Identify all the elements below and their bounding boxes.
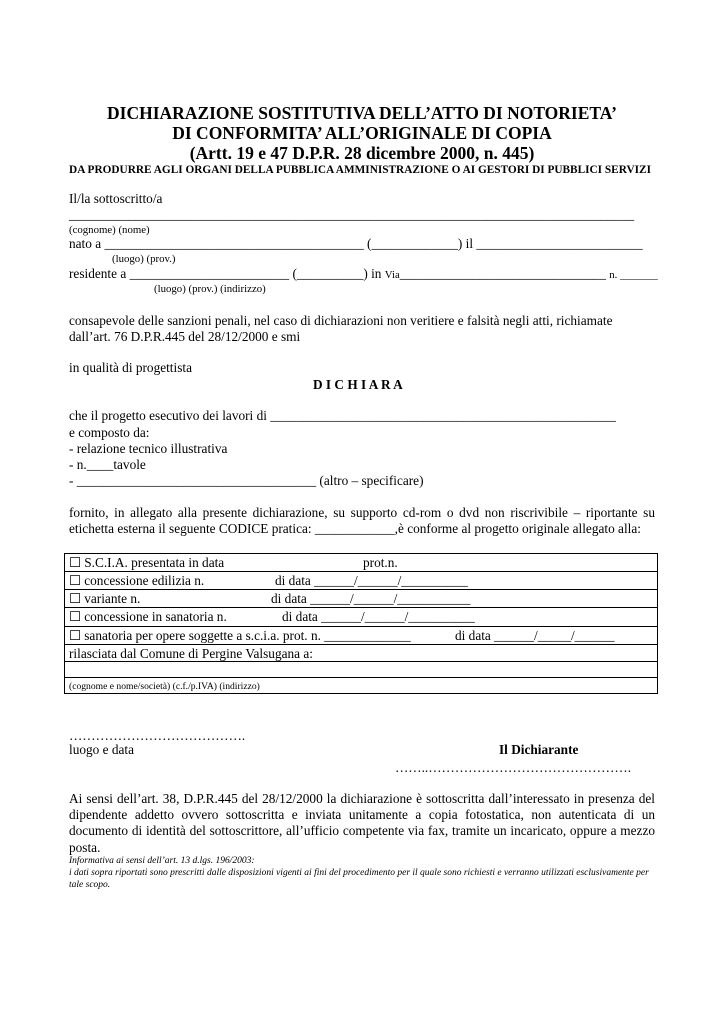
sanatoria-scia-label: ☐ sanatoria per opere soggette a s.c.i.a. prot. n. _____________ bbox=[69, 628, 411, 643]
table-divider bbox=[64, 607, 658, 608]
variante-checkbox-row[interactable] bbox=[69, 591, 140, 607]
title-line-1: DICHIARAZIONE SOSTITUTIVA DELL’ATTO DI NOTORIETA’ bbox=[107, 103, 617, 123]
concessione-label: ☐ concessione edilizia n. bbox=[69, 573, 205, 588]
table-divider bbox=[64, 571, 658, 572]
concessione-checkbox-row[interactable] bbox=[69, 573, 204, 589]
sanatoria-date-field[interactable]: di data ______/______/__________ bbox=[282, 609, 475, 624]
sottoscritto-label: Il/la sottoscritto/a bbox=[69, 191, 163, 206]
table-hint: (cognome e nome/società) (c.f./p.IVA) (indirizzo) bbox=[69, 681, 260, 692]
variante-date-field[interactable]: di data ______/______/___________ bbox=[271, 591, 471, 606]
residente-blank-1[interactable]: ________________________ (__________) in bbox=[129, 266, 382, 281]
scia-label: ☐ S.C.I.A. presentata in data bbox=[69, 555, 225, 570]
informativa-title: Informativa ai sensi dell’art. 13 d.lgs. 196/2003: bbox=[69, 856, 255, 866]
sanatoria-scia-date-field[interactable]: di data ______/_____/______ bbox=[455, 628, 615, 643]
relazione-item: - relazione tecnico illustrativa bbox=[69, 441, 228, 456]
fornito-paragraph: fornito, in allegato alla presente dichiarazione, su supporto cd-rom o dvd non riscrivibile – riportante su etichetta esterna il seguente CODICE pratica: ____________,è conforme al progetto originale allegato alla: bbox=[69, 505, 655, 537]
dichiarante-label: Il Dichiarante bbox=[499, 742, 579, 757]
table-divider bbox=[64, 553, 658, 554]
luogo-data-field[interactable]: …………………………………. bbox=[69, 728, 246, 743]
title-line-2: DI CONFORMITA’ ALL’ORIGINALE DI COPIA bbox=[172, 123, 552, 143]
residente-row[interactable] bbox=[69, 266, 658, 282]
scia-checkbox-row[interactable] bbox=[69, 555, 224, 571]
altro-field[interactable]: - ____________________________________ (altro – specificare) bbox=[69, 473, 424, 488]
informativa-text: i dati sopra riportati sono prescritti dalle disposizioni vigenti ai fini del procedimento per il quale sono richiesti e verranno utilizzati esclusivamente per tale scopo. bbox=[69, 868, 649, 890]
tavole-field[interactable]: - n.____tavole bbox=[69, 457, 146, 472]
rilasciata-label: rilasciata dal Comune di Pergine Valsugana a: bbox=[69, 646, 313, 661]
sanatoria-scia-checkbox-row[interactable] bbox=[69, 628, 411, 644]
sanatoria-checkbox-row[interactable] bbox=[69, 609, 227, 625]
progetto-field[interactable]: che il progetto esecutivo dei lavori di ____________________________________________________ bbox=[69, 408, 616, 423]
table-divider bbox=[64, 644, 658, 645]
residente-hint: (luogo) (prov.) (indirizzo) bbox=[154, 283, 266, 295]
nato-hint: (luogo) (prov.) bbox=[112, 253, 176, 265]
luogo-data-label: luogo e data bbox=[69, 742, 134, 757]
variante-label: ☐ variante n. bbox=[69, 591, 141, 606]
numero-field[interactable]: n. _______ bbox=[609, 269, 658, 281]
ai-sensi-paragraph: Ai sensi dell’art. 38, D.P.R.445 del 28/12/2000 la dichiarazione è sottoscritta dall’interessato in presenza del dipendente addetto ovvero sottoscritta e inviata unitamente a copia fotostatica, non autenticata di un documento di identità del sottoscrittore, all’ufficio competente via fax, tramite un incaricato, oppure a mezzo posta. bbox=[69, 791, 655, 855]
cognome-nome-hint: (cognome) (nome) bbox=[69, 224, 150, 236]
dichiara-heading: D I C H I A R A bbox=[313, 377, 403, 392]
table-divider bbox=[64, 693, 658, 694]
nato-a-field[interactable]: nato a _______________________________________ (_____________) il _________________________ bbox=[69, 236, 643, 251]
scia-prot-label: prot.n. bbox=[363, 555, 398, 570]
concessione-date-field[interactable]: di data ______/______/__________ bbox=[275, 573, 468, 588]
residente-blank-2[interactable]: _______________________________ bbox=[399, 266, 606, 281]
signature-field[interactable]: ……..………………………………………. bbox=[395, 760, 632, 775]
via-label: Via bbox=[384, 269, 400, 281]
table-divider bbox=[64, 626, 658, 627]
residente-label: residente a bbox=[69, 266, 127, 281]
qualita-label: in qualità di progettista bbox=[69, 360, 192, 375]
table-divider bbox=[64, 589, 658, 590]
composto-label: e composto da: bbox=[69, 425, 150, 440]
name-field[interactable]: _____________________________________________________________________________________ bbox=[69, 207, 635, 222]
sanatoria-label: ☐ concessione in sanatoria n. bbox=[69, 609, 227, 624]
title-line-3: (Artt. 19 e 47 D.P.R. 28 dicembre 2000, n. 445) bbox=[189, 143, 535, 163]
consapevole-line-1: consapevole delle sanzioni penali, nel caso di dichiarazioni non veritiere e falsità negli atti, richiamate bbox=[69, 313, 613, 328]
consapevole-line-2: dall’art. 76 D.P.R.445 del 28/12/2000 e smi bbox=[69, 329, 301, 344]
table-divider bbox=[64, 677, 658, 678]
subtitle: DA PRODURRE AGLI ORGANI DELLA PUBBLICA AMMINISTRAZIONE O AI GESTORI DI PUBBLICI SERVIZI bbox=[69, 164, 651, 176]
